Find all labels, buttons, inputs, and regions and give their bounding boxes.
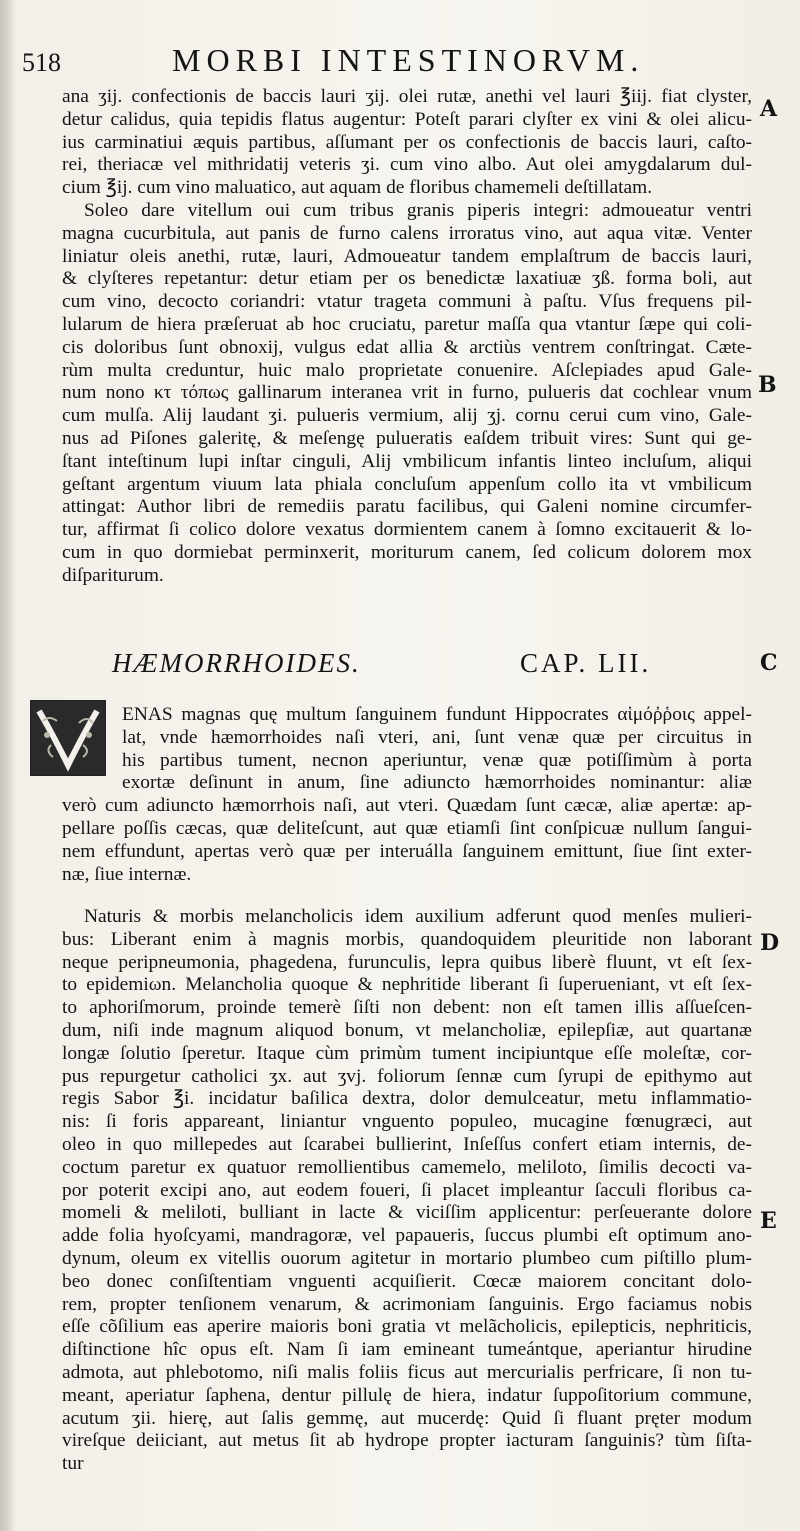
- chapter-number: CAP. LII.: [520, 648, 652, 678]
- text-line: nus ad Piſones galeritę, & meſengę pulueratis eaſdem tribuit vires: Sunt qui ge-: [62, 427, 752, 449]
- text-line: admota, aut phlebotomo, niſi malis foliis ficus aut mercurialis perfricare, ſi non tu-: [62, 1361, 752, 1383]
- text-line: ſtant inteſtinum lupi inſtar cinguli, Alij vmbilicum infantis linteo incluſum, aliqui: [62, 450, 752, 472]
- text-line: bus: Liberant enim à magnis morbis, quandoquidem pleuritide non laborant: [62, 928, 752, 950]
- text-line: cum mulſa. Alij laudant ʒi. pulueris vermium, alij ʒj. cornu cerui cum vino, Gale-: [62, 405, 752, 427]
- text-line: dum, niſi inde magnum aliquod bonum, vt melancholiæ, epilepſiæ, aut quartanæ: [62, 1019, 752, 1041]
- text-line: to epidemiωn. Melancholia quoque & nephritide liberant ſi ſuperueniant, vt eſt ſex-: [62, 974, 752, 996]
- chapter-body-block: [62, 906, 752, 1476]
- text-line: pellare poſſis cæcas, quæ deliteſcunt, aut quæ etiamſi ſint conſpicuæ nullum ſangui-: [62, 817, 752, 839]
- page-gutter-shadow: [0, 0, 14, 1531]
- text-line: nem effundunt, apertas verò quæ per interuálla ſanguinem emittunt, ſiue ſint exter-: [62, 840, 752, 862]
- text-line: & clyſteres repetantur: detur etiam per os benedictæ laxatiuæ ʒß. forma boli, aut: [62, 268, 752, 290]
- text-line: tur, affirmat ſi colico dolore vexatus dormientem canem à ſomno excitauerit & lo-: [62, 519, 752, 541]
- text-line: rem, propter tenſionem venarum, & acrimoniam ſanguinis. Ergo faciamus nobis: [62, 1293, 752, 1315]
- chapter-heading: [112, 648, 732, 682]
- chapter-title: HÆMORRHOIDES.: [112, 648, 361, 678]
- page-header: [22, 40, 762, 80]
- text-line: nis: ſi foris appareant, liniantur vnguento populeo, mucagine fœnugræci, aut: [62, 1111, 752, 1133]
- marginal-letter-b: B: [758, 372, 777, 398]
- text-line: regis Sabor ℥i. incidatur baſilica dextra, dolor demulceatur, metu inflammatio-: [62, 1088, 752, 1110]
- text-line: attingat: Author libri de remediis paratu facilibus, qui Galeni nomine circumfer-: [62, 496, 752, 518]
- marginal-letter-c: C: [760, 650, 778, 676]
- chapter-intro-block: [62, 704, 752, 886]
- text-line: eſſe cõſilium eas aperire maioris boni gratia vt melãcholicis, epilepticis, nephriticis,: [62, 1316, 752, 1338]
- text-line: ius carminatiui æquis partibus, aſſumant per os confectionis de baccis lauri, caſto-: [62, 131, 752, 153]
- text-line: verò cum adiuncto hæmorrhois naſi, aut vteri. Quædam ſunt cæcæ, aliæ apertæ: ap-: [62, 795, 752, 817]
- text-line: ENAS magnas quę multum ſanguinem fundunt Hippocrates αἱμόῤῥοις appel-: [122, 704, 752, 725]
- running-head: MORBI INTESTINORVM.: [172, 42, 645, 78]
- text-line: adde folia hyoſcyami, mandragoræ, vel papaueris, ſuccus plumbi eſt optimum ano-: [62, 1225, 752, 1247]
- page-number: 518: [22, 48, 61, 77]
- text-line: his partibus tument, necnon aperiuntur, venæ quæ potiſſimùm à porta: [122, 749, 752, 771]
- text-line: ana ʒij. confectionis de baccis lauri ʒij. olei rutæ, anethi vel lauri ℥iij. fiat clyster,: [62, 86, 752, 107]
- text-line: longæ ſolutio ſperetur. Itaque cùm primùm tument incipiuntque eſſe moleſtæ, cor-: [62, 1042, 752, 1064]
- text-line: pus repurgetur catholici ʒx. aut ʒvj. foliorum ſennæ cum ſyrupi de epithymo aut: [62, 1065, 752, 1087]
- text-line: oleo in quo millepedes aut ſcarabei bullierint, Inſeſſus confert etiam internis, de-: [62, 1133, 752, 1155]
- text-line: acutum ʒii. hierę, aut ſalis gemmę, aut mucerdę: Quid ſi fluant pręter modum: [62, 1407, 752, 1429]
- text-line: cum in quo dormiebat perminxerit, moriturum canem, ſed colicum dolorem mox: [62, 541, 752, 563]
- text-line: geſtant argentum viuum lata phiala concluſum appenſum collo ita vt vmbilicum: [62, 473, 752, 495]
- marginal-letter-a: A: [760, 96, 778, 122]
- text-line: rùm multa creduntur, huic malo proprietate conuenire. Aſclepiades apud Gale-: [62, 359, 752, 381]
- text-line: cum vino, decocto coriandri: vtatur trageta communi à paſtu. Vſus frequens pil-: [62, 291, 752, 313]
- text-line: num nono κτ τόπως gallinarum interanea vrit in furno, pulueris dat cochlear vnum: [62, 382, 752, 404]
- text-line: detur calidus, quia tepidis flatus augentur: Poteſt parari clyſter ex vini & olei alicu-: [62, 108, 752, 130]
- text-line: Soleo dare vitellum oui cum tribus granis piperis integri: admoueatur ventri: [84, 199, 752, 221]
- text-line: dynum, oleum ex vitellis ouorum agitetur in mortario plumbeo cum piſtillo plum-: [62, 1247, 752, 1269]
- text-line: rei, theriacæ vel mithridatij veteris ʒi. cum vino albo. Aut olei amygdalarum dul-: [62, 154, 752, 176]
- top-text-block: [62, 86, 752, 588]
- text-line: momeli & meliloti, bulliant in lacte & viciſſim applicentur: perſeuerante dolore: [62, 1202, 752, 1224]
- text-line: cis doloribus ſunt obnoxij, vulgus edat allia & arctiùs ventrem conſtringat. Cæte-: [62, 336, 752, 358]
- text-line: cium ℥ij. cum vino maluatico, aut aquam de floribus chamemeli deſtillatam.: [62, 177, 653, 199]
- text-line: lularum de hiera præſeruat ab hoc cruciatu, paretur maſſa qua vtantur ſæpe qui coli-: [62, 313, 752, 335]
- text-line: to aphoriſmorum, proinde temerè ſiſti non debent: non eſt tamen illis aſſueſcen-: [62, 997, 752, 1019]
- text-line: beo donec conſiſtentiam vnguenti acquiſierit. Cœcæ maiorem concitant dolo-: [62, 1270, 752, 1292]
- text-line: tur: [62, 1453, 84, 1475]
- marginal-letter-e: E: [760, 1208, 777, 1234]
- text-line: magna cucurbitula, aut panis de furno calens irroratus vino, aut aqua vitæ. Venter: [62, 222, 752, 244]
- text-line: diſtinctione hîc opus eſt. Nam ſi iam emineant tumeántque, aperiantur hirudine: [62, 1339, 752, 1361]
- text-line: exortæ deſinunt in anum, ſine adiuncto hæmorrhoides nominantur: aliæ: [122, 772, 752, 794]
- text-line: liniatur oleis anethi, rutæ, lauri, Admoueatur tandem emplaſtrum de baccis lauri,: [62, 245, 752, 267]
- text-line: meant, aperiatur ſaphena, dentur pillulę de hiera, indatur ſuppoſitorium commune,: [62, 1384, 752, 1406]
- text-line: vireſque deiiciant, aut metus ſit ab hydrope propter iacturam ſanguinis? tùm ſiſta-: [62, 1430, 752, 1452]
- text-line: por poterit excipi ano, aut eodem foueri, ſi placet impleantur ſacculi floribus ca-: [62, 1179, 752, 1201]
- text-line: neque peripneumonia, phagedena, furunculis, lepra quibus liberè fluunt, vt eſt ſex-: [62, 951, 752, 973]
- text-line: lat, vnde hæmorrhoides naſi vteri, ani, ſunt venæ quæ per circuitus in: [122, 726, 752, 748]
- text-line: diſpariturum.: [62, 564, 164, 586]
- text-line: coctum paretur ex quatuor remollientibus camemelo, meliloto, ſimilis decocti va-: [62, 1156, 752, 1178]
- marginal-letter-d: D: [760, 930, 780, 956]
- text-line: Naturis & morbis melancholicis idem auxilium adferunt quod menſes mulieri-: [84, 906, 752, 927]
- text-line: næ, ſiue internæ.: [62, 863, 192, 885]
